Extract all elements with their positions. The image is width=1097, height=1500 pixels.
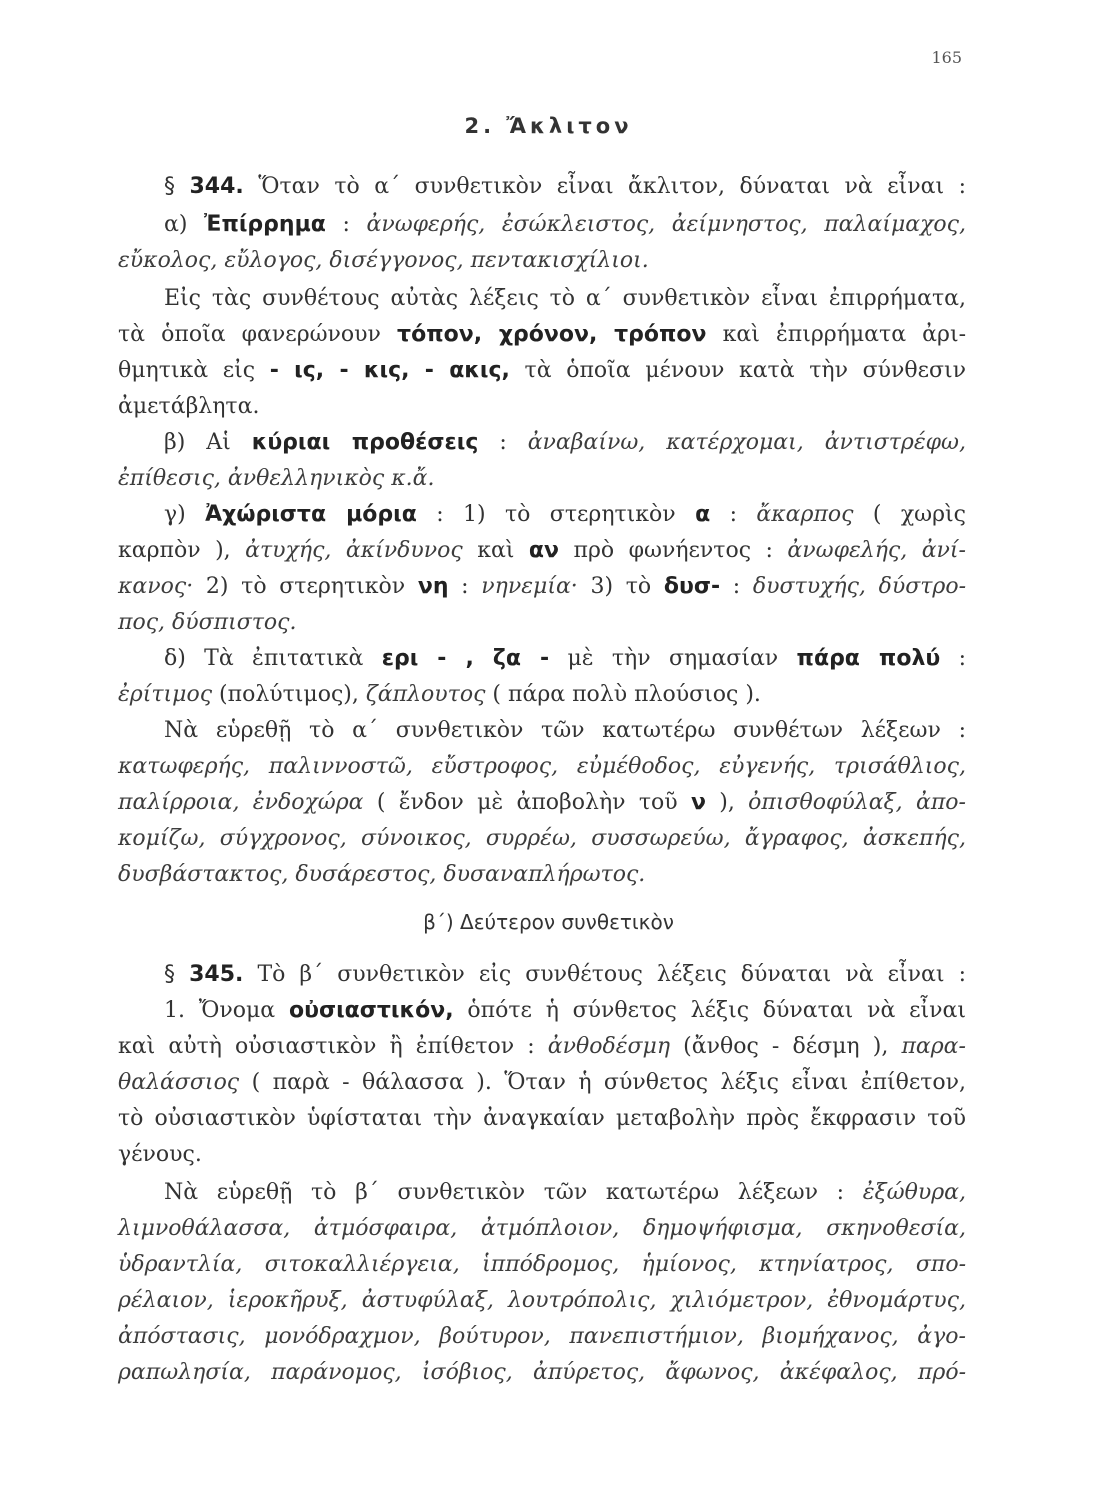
text: μὲ τὴν σημασίαν xyxy=(567,646,779,671)
item-g-line-2 xyxy=(118,536,966,566)
examples: δυστυχής, δύστρο- xyxy=(752,574,967,599)
text: θμητικὰ εἰς xyxy=(118,358,256,383)
text: 2) τὸ στερητικὸν xyxy=(205,574,406,599)
exercise-345-intro xyxy=(118,1178,966,1208)
text: 3) τὸ xyxy=(590,574,652,599)
section-sign: § xyxy=(164,174,175,199)
exercise-345-line-1 xyxy=(118,1214,966,1244)
text: ( χωρὶς xyxy=(872,502,967,527)
term: νη xyxy=(417,574,449,599)
examples: ἐπίθεσις, ἀνθελληνικὸς κ.ἄ. xyxy=(118,466,435,491)
examples: δυσβάστακτος, δυσάρεστος, δυσαναπλήρωτος. xyxy=(118,862,646,887)
examples: λιμνοθάλασσα, ἀτμόσφαιρα, ἀτμόπλοιον, δημοψήφισμα, σκηνοθεσία, xyxy=(118,1216,966,1241)
subsection-heading: β΄) Δεύτερον συνθετικὸν xyxy=(423,910,674,934)
item-1-line-2 xyxy=(118,1032,966,1062)
examples: ἀνωφελής, ἀνί- xyxy=(787,538,966,563)
examples: πος, δύσπιστος. xyxy=(118,610,297,635)
item-1-line-4 xyxy=(118,1104,966,1134)
examples: ὑδραντλία, σιτοκαλλιέργεια, ἱππόδρομος, ἡμίονος, κτηνίατρος, σπο- xyxy=(118,1252,966,1277)
example: παρα- xyxy=(901,1034,966,1059)
item-label: α) xyxy=(164,212,188,237)
item-d-line-1 xyxy=(118,644,966,674)
examples: ραπωλησία, παράνομος, ἰσόβιος, ἀπύρετος, ἄφωνος, ἀκέφαλος, πρό- xyxy=(118,1360,966,1385)
term: Ἐπίρρημα xyxy=(204,212,326,237)
item-g-line-1 xyxy=(118,500,966,530)
para-1-line-2 xyxy=(118,320,966,350)
text: : 1) τὸ στερητικὸν xyxy=(436,502,676,527)
paragraph-345-intro xyxy=(118,960,966,990)
text: τὰ ὁποῖα φανερώνουν xyxy=(118,322,381,347)
item-1-line-5 xyxy=(118,1140,966,1170)
example: ἄκαρπος xyxy=(756,502,854,527)
text: : xyxy=(342,212,350,237)
page-number: 165 xyxy=(931,48,962,67)
term: δυσ- xyxy=(663,574,721,599)
text: Νὰ εὑρεθῇ τὸ β΄ συνθετικὸν τῶν κατωτέρω λέξεων : xyxy=(164,1180,845,1205)
example: νηνεμία· xyxy=(481,574,578,599)
text: (ἄνθος - δέσμη ), xyxy=(683,1034,889,1059)
examples: κομίζω, σύγχρονος, σύνοικος, συρρέω, συσσωρεύω, ἄγραφος, ἀσκεπής, xyxy=(118,826,966,851)
term: πάρα πολύ xyxy=(796,646,941,671)
item-a-line xyxy=(118,210,966,240)
item-label: γ) xyxy=(164,502,186,527)
item-a-line-2 xyxy=(118,246,966,276)
text: γένους. xyxy=(118,1142,202,1167)
text: ( ἔνδον μὲ ἀποβολὴν τοῦ xyxy=(376,790,678,815)
term: τόπον, χρόνον, τρόπον xyxy=(397,322,707,347)
text: πρὸ φωνήεντος : xyxy=(573,538,773,563)
examples: ἀτυχής, ἀκίνδυνος xyxy=(245,538,463,563)
text: : xyxy=(729,502,737,527)
example: θαλάσσιος xyxy=(118,1070,240,1095)
example: ἐξώθυρα, xyxy=(862,1180,966,1205)
exercise-344-line-2 xyxy=(118,788,966,818)
section-sign: § xyxy=(164,962,175,987)
example: κανος· xyxy=(118,574,194,599)
example: ἀνθοδέσμη xyxy=(547,1034,671,1059)
exercise-344-line-3 xyxy=(118,824,966,854)
text: τὸ οὐσιαστικὸν ὑφίσταται τὴν ἀναγκαίαν μεταβολὴν πρὸς ἔκφρασιν τοῦ xyxy=(118,1106,966,1131)
examples: ἀναβαίνω, κατέρχομαι, ἀντιστρέφω, xyxy=(527,430,966,455)
item-d-line-2 xyxy=(118,680,966,710)
text: καὶ ἐπιρρήματα ἀρι- xyxy=(722,322,967,347)
term: οὐσιαστικόν, xyxy=(288,998,454,1023)
text: : xyxy=(461,574,469,599)
item-1-line-3 xyxy=(118,1068,966,1098)
text: Νὰ εὑρεθῇ τὸ α΄ συνθετικὸν τῶν κατωτέρω συνθέτων λέξεων : xyxy=(164,718,966,743)
term: ερι - , ζα - xyxy=(381,646,550,671)
example: ἐρίτιμος xyxy=(118,682,213,707)
text: ( πάρα πολὺ πλούσιος ). xyxy=(492,682,761,707)
item-g-line-4 xyxy=(118,608,966,638)
exercise-345-line-4 xyxy=(118,1322,966,1352)
exercise-344-line-4 xyxy=(118,860,966,890)
text: καρπὸν ), xyxy=(118,538,231,563)
item-b-line xyxy=(118,428,966,458)
section-heading: 2. Ἄκλιτον xyxy=(464,114,633,138)
text: Ὅταν τὸ α΄ συνθετικὸν εἶναι ἄκλιτον, δύναται νὰ εἶναι : xyxy=(258,174,966,199)
examples: ρέλαιον, ἱεροκῆρυξ, ἀστυφύλαξ, λουτρόπολις, χιλιόμετρον, ἐθνομάρτυς, xyxy=(118,1288,966,1313)
text: : xyxy=(958,646,967,671)
term: - ις, - κις, - ακις, xyxy=(269,358,510,383)
exercise-344-intro xyxy=(118,716,966,746)
exercise-345-line-3 xyxy=(118,1286,966,1316)
section-number: 345. xyxy=(189,962,244,987)
text: Εἰς τὰς συνθέτους αὐτὰς λέξεις τὸ α΄ συνθετικὸν εἶναι ἐπιρρήματα, xyxy=(164,286,966,311)
text: ), xyxy=(719,790,735,815)
examples: εὔκολος, εὔλογος, δισέγγονος, πεντακισχίλιοι. xyxy=(118,248,649,273)
section-number: 344. xyxy=(189,174,244,199)
item-1-line-1 xyxy=(118,996,966,1026)
para-1-line-1 xyxy=(118,284,966,314)
item-label: δ) Τὰ ἐπιτατικὰ xyxy=(164,646,364,671)
term: αν xyxy=(528,538,560,563)
text: ὁπότε ἡ σύνθετος λέξις δύναται νὰ εἶναι xyxy=(467,998,966,1023)
paragraph-344-intro xyxy=(118,172,966,202)
term: κύριαι προθέσεις xyxy=(251,430,479,455)
text: καὶ αὐτὴ οὐσιαστικὸν ἢ ἐπίθετον : xyxy=(118,1034,535,1059)
examples: παλίρροια, ἐνδοχώρα xyxy=(118,790,364,815)
para-1-line-4 xyxy=(118,392,966,422)
para-1-line-3 xyxy=(118,356,966,386)
text: Τὸ β΄ συνθετικὸν εἰς συνθέτους λέξεις δύναται νὰ εἶναι : xyxy=(257,962,966,987)
examples: ὀπισθοφύλαξ, ἀπο- xyxy=(748,790,966,815)
exercise-345-line-2 xyxy=(118,1250,966,1280)
exercise-345-line-5 xyxy=(118,1358,966,1388)
term: ν xyxy=(690,790,706,815)
exercise-344-line-1 xyxy=(118,752,966,782)
text: ( παρὰ - θάλασσα ). Ὅταν ἡ σύνθετος λέξις εἶναι ἐπίθετον, xyxy=(251,1070,966,1095)
text: : xyxy=(732,574,741,599)
examples: ἀπόστασις, μονόδραχμον, βούτυρον, πανεπιστήμιον, βιομήχανος, ἀγο- xyxy=(118,1324,966,1349)
examples: κατωφερής, παλιννοστῶ, εὔστροφος, εὐμέθοδος, εὐγενής, τρισάθλιος, xyxy=(118,754,966,779)
example: ζάπλουτος xyxy=(365,682,486,707)
term: Ἀχώριστα μόρια xyxy=(205,502,417,527)
text: τὰ ὁποῖα μένουν κατὰ τὴν σύνθεσιν xyxy=(524,358,966,383)
item-b-line-2 xyxy=(118,464,966,494)
item-g-line-3 xyxy=(118,572,966,602)
text: ἀμετάβλητα. xyxy=(118,394,260,419)
examples: ἀνωφερής, ἐσώκλειστος, ἀείμνηστος, παλαίμαχος, xyxy=(366,212,966,237)
text: καὶ xyxy=(477,538,515,563)
term: α xyxy=(695,502,711,527)
item-label: β) Αἱ xyxy=(164,430,231,455)
text: 1. Ὄνομα xyxy=(164,998,276,1023)
text: : xyxy=(499,430,507,455)
text: (πολύτιμος), xyxy=(219,682,359,707)
